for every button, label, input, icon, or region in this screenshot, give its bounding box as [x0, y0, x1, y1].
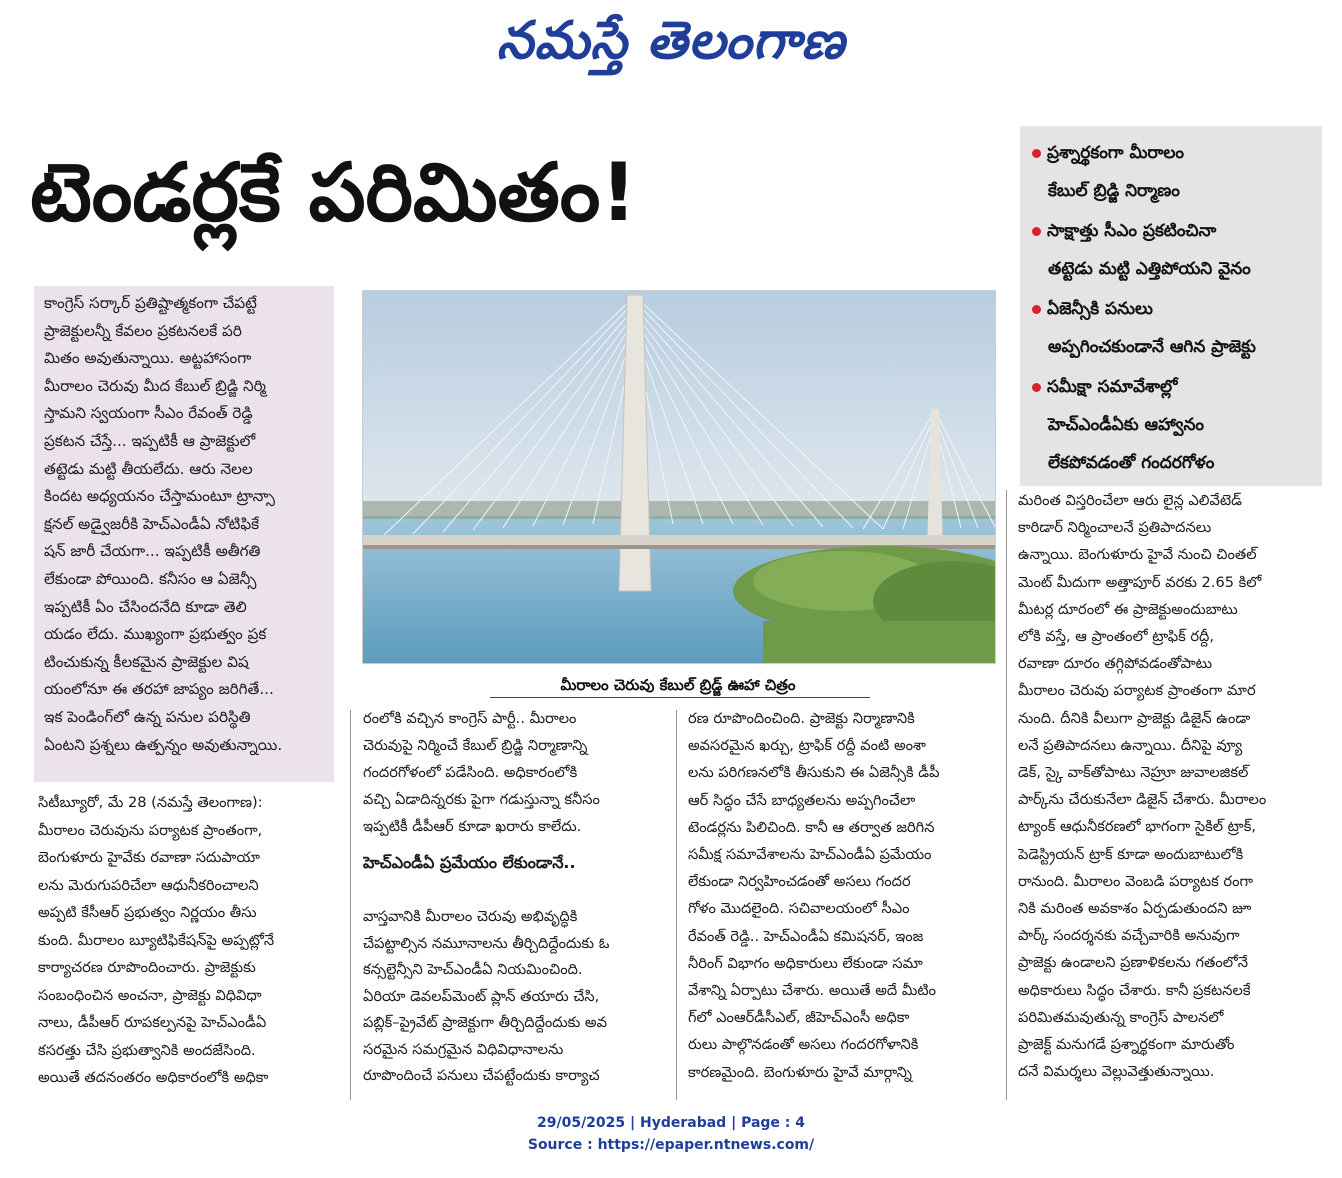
text-line: డెక్, స్కై వాక్‌తోపాటు నెహ్రూ జువాలజికల్: [1018, 764, 1249, 781]
text-line: ట్యాంక్ ఆధునీకరణలో భాగంగా సైకిల్ ట్రాక్,: [1018, 818, 1256, 836]
bullet-icon: [1032, 227, 1041, 236]
text-line: పరిమితమవుతున్న కాంగ్రెస్ పాలనలో: [1018, 1008, 1224, 1026]
text-line: రేవంత్ రెడ్డి.. హెచ్ఎండీఏ కమిషనర్, ఇంజ: [688, 927, 924, 945]
text-line: ఏంటని ప్రశ్నలు ఉత్పన్నం అవుతున్నాయి.: [44, 735, 283, 754]
text-line: మితం అవుతున్నాయి. అట్టహాసంగా: [44, 349, 252, 368]
text-line: ప్రాజెక్టులన్నీ కేవలం ప్రకటనలకే పరి: [44, 321, 242, 340]
text-line: కన్సల్టెన్సీని హెచ్ఎండీఏ నియమించింది.: [363, 961, 583, 978]
text-line: ఇప్పటికీ ఏం చేసిందనేది కూడా తెలి: [44, 597, 247, 616]
bridge-photo: [362, 290, 996, 664]
newspaper-masthead: నమస్తే తెలంగాణ: [496, 10, 846, 71]
highlight-item: [1032, 134, 1322, 210]
text-line: వేశాన్ని ఏర్పాటు చేశారు. అయితే అదే మీటిం: [688, 982, 936, 999]
footer-date-line: 29/05/2025 | Hyderabad | Page : 4: [536, 1115, 806, 1131]
text-line: యడం లేదు. ముఖ్యంగా ప్రభుత్వం ప్రక: [44, 625, 267, 644]
text-line: రంలోకి వచ్చిన కాంగ్రెస్ పార్టీ.. మీరాలం: [363, 710, 577, 727]
text-line: మీరాలం చెరువు మీద కేబుల్ బ్రిడ్జి నిర్మి: [44, 376, 266, 395]
highlight-text: అప్పగించకుండానే ఆగిన ప్రాజెక్టు: [1048, 337, 1256, 357]
highlight-text: తట్టెడు మట్టి ఎత్తిపోయని వైనం: [1048, 259, 1251, 279]
highlight-text: సమీక్షా సమావేశాల్లో: [1047, 377, 1178, 397]
text-line: స్తామని స్వయంగా సీఎం రేవంత్ రెడ్డి: [44, 404, 253, 423]
text-line: చేపట్టాల్సిన నమూనాలను తీర్చిదిద్దేందుకు ఓ: [363, 934, 610, 952]
column-divider: [350, 710, 351, 1100]
text-line: క్షనల్ అడ్వైజరీకి హెచ్ఎండీఏ నోటిఫికే: [44, 514, 260, 533]
text-line: ఏరియా డెవలప్‌మెంట్ ప్లాన్ తయారు చేసి,: [363, 987, 600, 1005]
text-line: పార్క్ సందర్శనకు వచ్చేవారికి అనువుగా: [1018, 927, 1240, 945]
text-line: లను పరిగణనలోకి తీసుకుని ఈ ఏజెన్సీకి డీపీ: [688, 764, 940, 782]
bridge-deck: [363, 535, 995, 545]
bullet-icon: [1032, 149, 1041, 158]
text-line: రవాణా దూరం తగ్గిపోవడంతోపాటు: [1018, 655, 1212, 673]
column-divider: [676, 710, 677, 1100]
text-line: పబ్లిక్–ప్రైవేట్ ప్రాజెక్టుగా తీర్చిదిద్దేందుకు అవ: [363, 1014, 607, 1031]
highlight-item: [1032, 368, 1322, 482]
text-line: కుంది. మీరాలం బ్యూటిఫికేషన్‌పై అప్పట్లోనే: [38, 931, 275, 949]
text-line: పెడెస్ట్రియన్ ట్రాక్ కూడా అందుబాటులోకి: [1018, 845, 1244, 863]
text-line: తట్టెడు మట్టి తీయలేదు. ఆరు నెలల: [44, 459, 253, 478]
text-line: వాస్తవానికి మీరాలం చెరువు అభివృద్ధికి: [363, 908, 578, 925]
text-line: రణ రూపొందించింది. ప్రాజెక్టు నిర్మాణానికి: [688, 710, 915, 727]
text-line: ప్రాజెక్ట్ మనుగడే ప్రశ్నార్థకంగా మారుతోం: [1018, 1036, 1235, 1053]
text-line: లనే ప్రతిపాదనలు ఉన్నాయి. దీనిపై వ్యూ: [1018, 736, 1243, 754]
text-line: లోకి వస్తే, ఆ ప్రాంతంలో ట్రాఫిక్ రద్దీ,: [1018, 628, 1214, 645]
text-line: కారిడార్ నిర్మించాలనే ప్రతిపాదనలు: [1018, 519, 1212, 537]
text-line: చెరువుపై నిర్మించే కేబుల్ బ్రిడ్జి నిర్మాణాన్ని: [363, 737, 588, 754]
highlight-text: ప్రశ్నార్థకంగా మీరాలం: [1047, 143, 1185, 163]
text-line: రూపొందించే పనులు చేపట్టేందుకు కార్యాచ: [363, 1067, 600, 1084]
text-line: మీటర్ల దూరంలో ఈ ప్రాజెక్టుఅందుబాటు: [1018, 600, 1238, 618]
text-line: మీరాలం చెరువు పర్యాటక ప్రాంతంగా మార: [1018, 682, 1256, 700]
text-line: దనే విమర్శలు వెల్లువెత్తుతున్నాయి.: [1018, 1063, 1215, 1081]
text-line: ఆర్ సిద్ధం చేసే బాధ్యతలను అప్పగించేలా: [688, 791, 916, 809]
text-line: రానుంది. మీరాలం వెంబడి పర్యాటక రంగా: [1018, 872, 1253, 890]
text-line: లేకుండా నిర్వహించడంతో అసలు గందర: [688, 873, 911, 891]
highlight-item: [1032, 212, 1322, 288]
text-line: నికి మరింత అవకాశం ఏర్పడుతుందని జూ: [1018, 900, 1252, 917]
text-line: సమీక్ష సమావేశాలను హెచ్ఎండీఏ ప్రమేయం: [688, 846, 932, 863]
page-footer: [0, 1112, 1342, 1156]
text-line: అప్పటి కేసీఆర్ ప్రభుత్వం నిర్ణయం తీసు: [38, 904, 257, 921]
text-line: ప్రకటన చేస్తే... ఇప్పటికీ ఆ ప్రాజెక్టులో: [44, 432, 256, 450]
section-subheading: హెచ్ఎండీఏ ప్రమేయం లేకుండానే..: [363, 853, 576, 872]
text-line: కారణమైంది. బెంగుళూరు హైవే మార్గాన్ని: [688, 1063, 912, 1081]
text-line: ఉన్నాయి. బెంగుళూరు హైవే నుంచి చింతల్: [1018, 546, 1257, 564]
text-line: నీరింగ్ విభాగం అధికారులు లేకుండా సమా: [688, 954, 923, 972]
text-line: ఇక పెండింగ్‌లో ఉన్న పనుల పరిస్థితి: [44, 708, 251, 726]
text-line: అవసరమైన ఖర్చు, ట్రాఫిక్ రద్దీ వంటి అంశా: [688, 737, 926, 755]
text-line: అధికారులు సిద్ధం చేశారు. కానీ ప్రకటనలకే: [1018, 981, 1251, 999]
text-line: టెండర్లను పిలిచింది. కానీ ఆ తర్వాత జరిగిన: [688, 818, 935, 836]
highlight-item: [1032, 290, 1322, 366]
text-line: కిందట అధ్యయనం చేస్తామంటూ ట్రాన్సా: [44, 487, 275, 506]
text-line: నుంది. దీనికి వీలుగా ప్రాజెక్టు డిజైన్ ఉండా: [1018, 709, 1251, 727]
footer-source-line: Source : https://epaper.ntnews.com/: [527, 1137, 815, 1153]
text-line: మెంట్ మీదుగా అత్తాపూర్ వరకు 2.65 కిలో: [1018, 573, 1262, 591]
highlight-text: లేకపోవడంతో గందరగోళం: [1048, 453, 1215, 473]
text-line: గోళం మొదలైంది. సచివాలయంలో సీఎం: [688, 900, 910, 918]
text-line: నాలు, డీపీఆర్ రూపకల్పనపై హెచ్ఎండీఏ: [38, 1014, 267, 1031]
highlights-box: [1020, 126, 1322, 486]
text-line: షన్ జారీ చేయగా... ఇప్పటికీ అతీగతి: [44, 542, 261, 561]
bullet-icon: [1032, 305, 1041, 314]
text-line: గ్‌లో ఎంఆర్‌డీసీఎల్, జీహెచ్ఎంసీ అధికా: [688, 1009, 910, 1027]
text-line: వచ్చి ఏడాదిన్నరకు పైగా గడుస్తున్నా కనీసం: [363, 791, 600, 808]
text-line: కాంగ్రెస్ సర్కార్ ప్రతిష్టాత్మకంగా చేపట్టే: [44, 294, 257, 312]
text-line: బెంగుళూరు హైవేకు రవాణా సదుపాయా: [38, 849, 260, 866]
caption-underline: [490, 697, 870, 698]
text-line: సంబంధించిన అంచనా, ప్రాజెక్టు విధివిధా: [38, 986, 262, 1004]
text-line: అయితే తదనంతరం అధికారంలోకి అధికా: [38, 1069, 269, 1086]
photo-caption: మీరాలం చెరువు కేబుల్ బ్రిడ్జ్ ఊహా చిత్రం: [560, 676, 796, 694]
text-line: రులు పాల్గొనడంతో అసలు గందరగోళానికి: [688, 1036, 919, 1054]
text-line: సిటీబ్యూరో, మే 28 (నమస్తే తెలంగాణ):: [38, 794, 263, 811]
highlight-text: ఏజెన్సీకి పనులు: [1047, 299, 1153, 319]
headline: టెండర్లకే పరిమితం!: [30, 146, 637, 239]
text-line: లను మెరుగుపరిచేలా ఆధునీకరించాలని: [38, 876, 259, 894]
highlight-text: కేబుల్ బ్రిడ్జి నిర్మాణం: [1048, 181, 1180, 201]
text-line: సరమైన సమగ్రమైన విధివిధానాలను: [363, 1040, 564, 1058]
bullet-icon: [1032, 383, 1041, 392]
text-line: కసరత్తు చేసి ప్రభుత్వానికి అందజేసింది.: [38, 1041, 256, 1059]
highlight-text: హెచ్ఎండీఏకు ఆహ్వానం: [1048, 415, 1204, 435]
text-line: మీరాలం చెరువును పర్యాటక ప్రాంతంగా,: [38, 821, 263, 839]
text-line: పార్క్‌ను చేరుకునేలా డిజైన్ చేశారు. మీరాలం: [1018, 791, 1267, 809]
text-line: టించుకున్న కీలకమైన ప్రాజెక్టుల విష: [44, 652, 249, 671]
column-divider: [1006, 490, 1007, 1100]
text-line: ప్రాజెక్టు ఉండాలని ప్రణాళికలను గతంలోనే: [1018, 954, 1248, 972]
text-line: యంలోనూ ఈ తరహా జాప్యం జరిగితే...: [44, 680, 274, 699]
text-line: మరింత విస్తరించేలా ఆరు లైన్ల ఎలివేటెడ్: [1018, 492, 1242, 509]
highlight-text: సాక్షాత్తు సీఎం ప్రకటించినా: [1047, 221, 1217, 241]
text-line: కార్యాచరణ రూపొందించారు. ప్రాజెక్టుకు: [38, 959, 256, 976]
cable-bridge-illustration: [363, 291, 995, 663]
text-line: లేకుండా పోయింది. కనీసం ఆ ఏజెన్సీ: [44, 570, 257, 588]
text-line: గందరగోళంలో పడేసింది. అధికారంలోకి: [363, 764, 578, 781]
text-line: ఇప్పటికీ డీపీఆర్ కూడా ఖరారు కాలేదు.: [363, 818, 582, 835]
intro-box: [34, 286, 334, 782]
